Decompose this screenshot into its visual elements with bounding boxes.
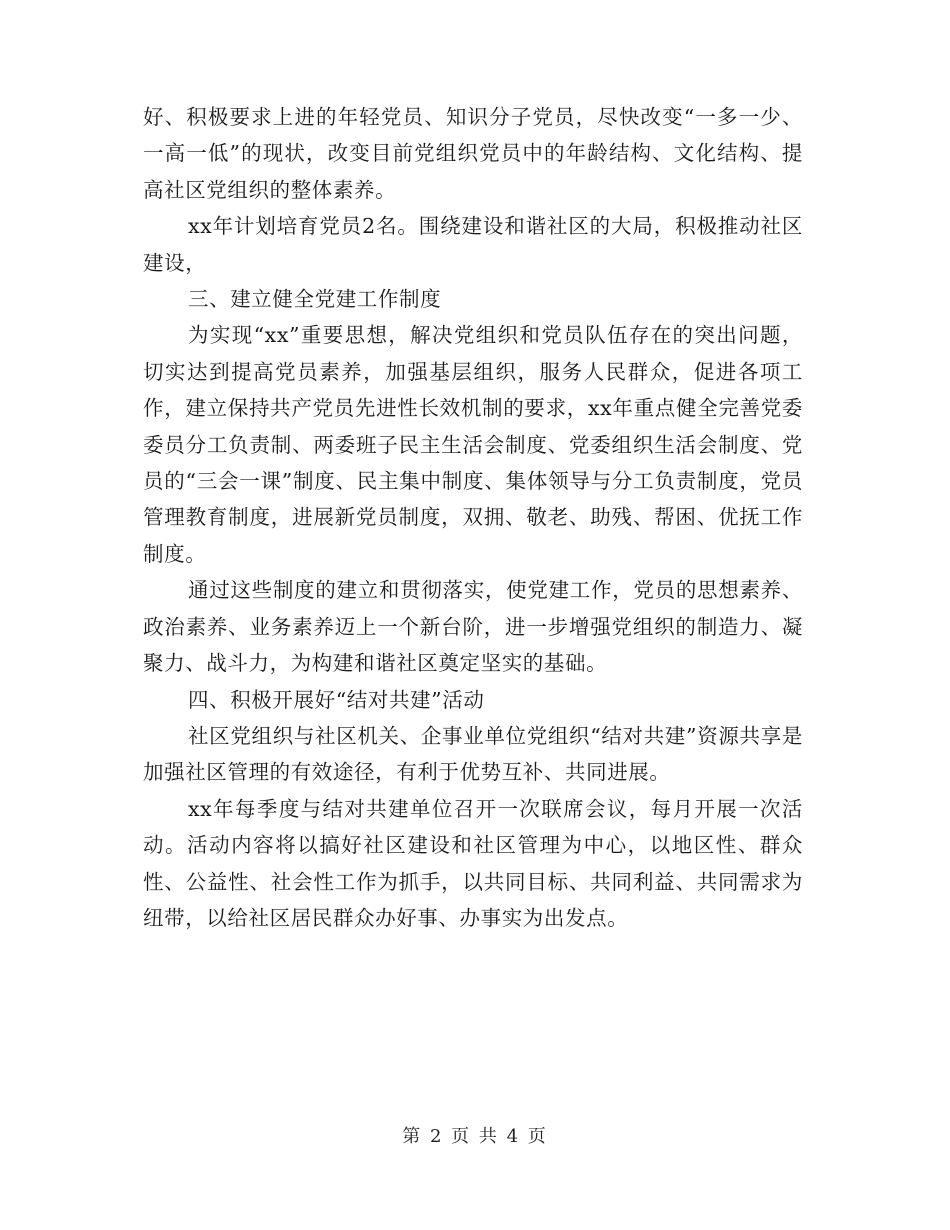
section-heading-four: 四、积极开展好“结对共建”活动	[188, 687, 485, 712]
paragraph-system-building: 为实现“xx”重要思想，解决党组织和党员队伍存在的突出问题，切实达到提高党员素养，加强基层组织，服务人民群众，促进各项工作，建立保持共产党员先进性长效机制的要求，xx年重点健全完善党委委员分工负责制、两委班子民主生活会制度、党委组织生活会制度、党员的“三会一课”制度、民主集中制度、集体领导与分工负责制度，党员管理教育制度，进展新党员制度，双拥、敬老、助残、帮困、优抚工作制度。	[143, 323, 803, 566]
paragraph-continuation: 好、积极要求上进的年轻党员、知识分子党员，尽快改变“一多一少、一高一低”的现状，改变目前党组织党员中的年龄结构、文化结构、提高社区党组织的整体素养。	[143, 105, 803, 202]
paragraph-implementation: 通过这些制度的建立和贯彻落实，使党建工作，党员的思想素养、政治素养、业务素养迈上一个新台阶，进一步增强党组织的制造力、凝聚力、战斗力，为构建和谐社区奠定坚实的基础。	[143, 578, 803, 676]
page-number-footer: 第 2 页 共 4 页	[402, 1126, 548, 1147]
paragraph-quarterly-meeting: xx年每季度与结对共建单位召开一次联席会议，每月开展一次活动。活动内容将以搞好社区建设和社区管理为中心，以地区性、群众性、公益性、社会性工作为抓手，以共同目标、共同利益、共同需求为纽带，以给社区居民群众办好事、办事实为出发点。	[143, 796, 803, 930]
section-heading-three: 三、建立健全党建工作制度	[188, 287, 442, 312]
paragraph-training-plan: xx年计划培育党员2名。围绕建设和谐社区的大局，积极推动社区建设，	[143, 214, 803, 275]
paragraph-pairing-cooperation: 社区党组织与社区机关、企事业单位党组织“结对共建”资源共享是加强社区管理的有效途径，有利于优势互补、共同进展。	[143, 723, 803, 785]
document-body	[143, 99, 803, 936]
